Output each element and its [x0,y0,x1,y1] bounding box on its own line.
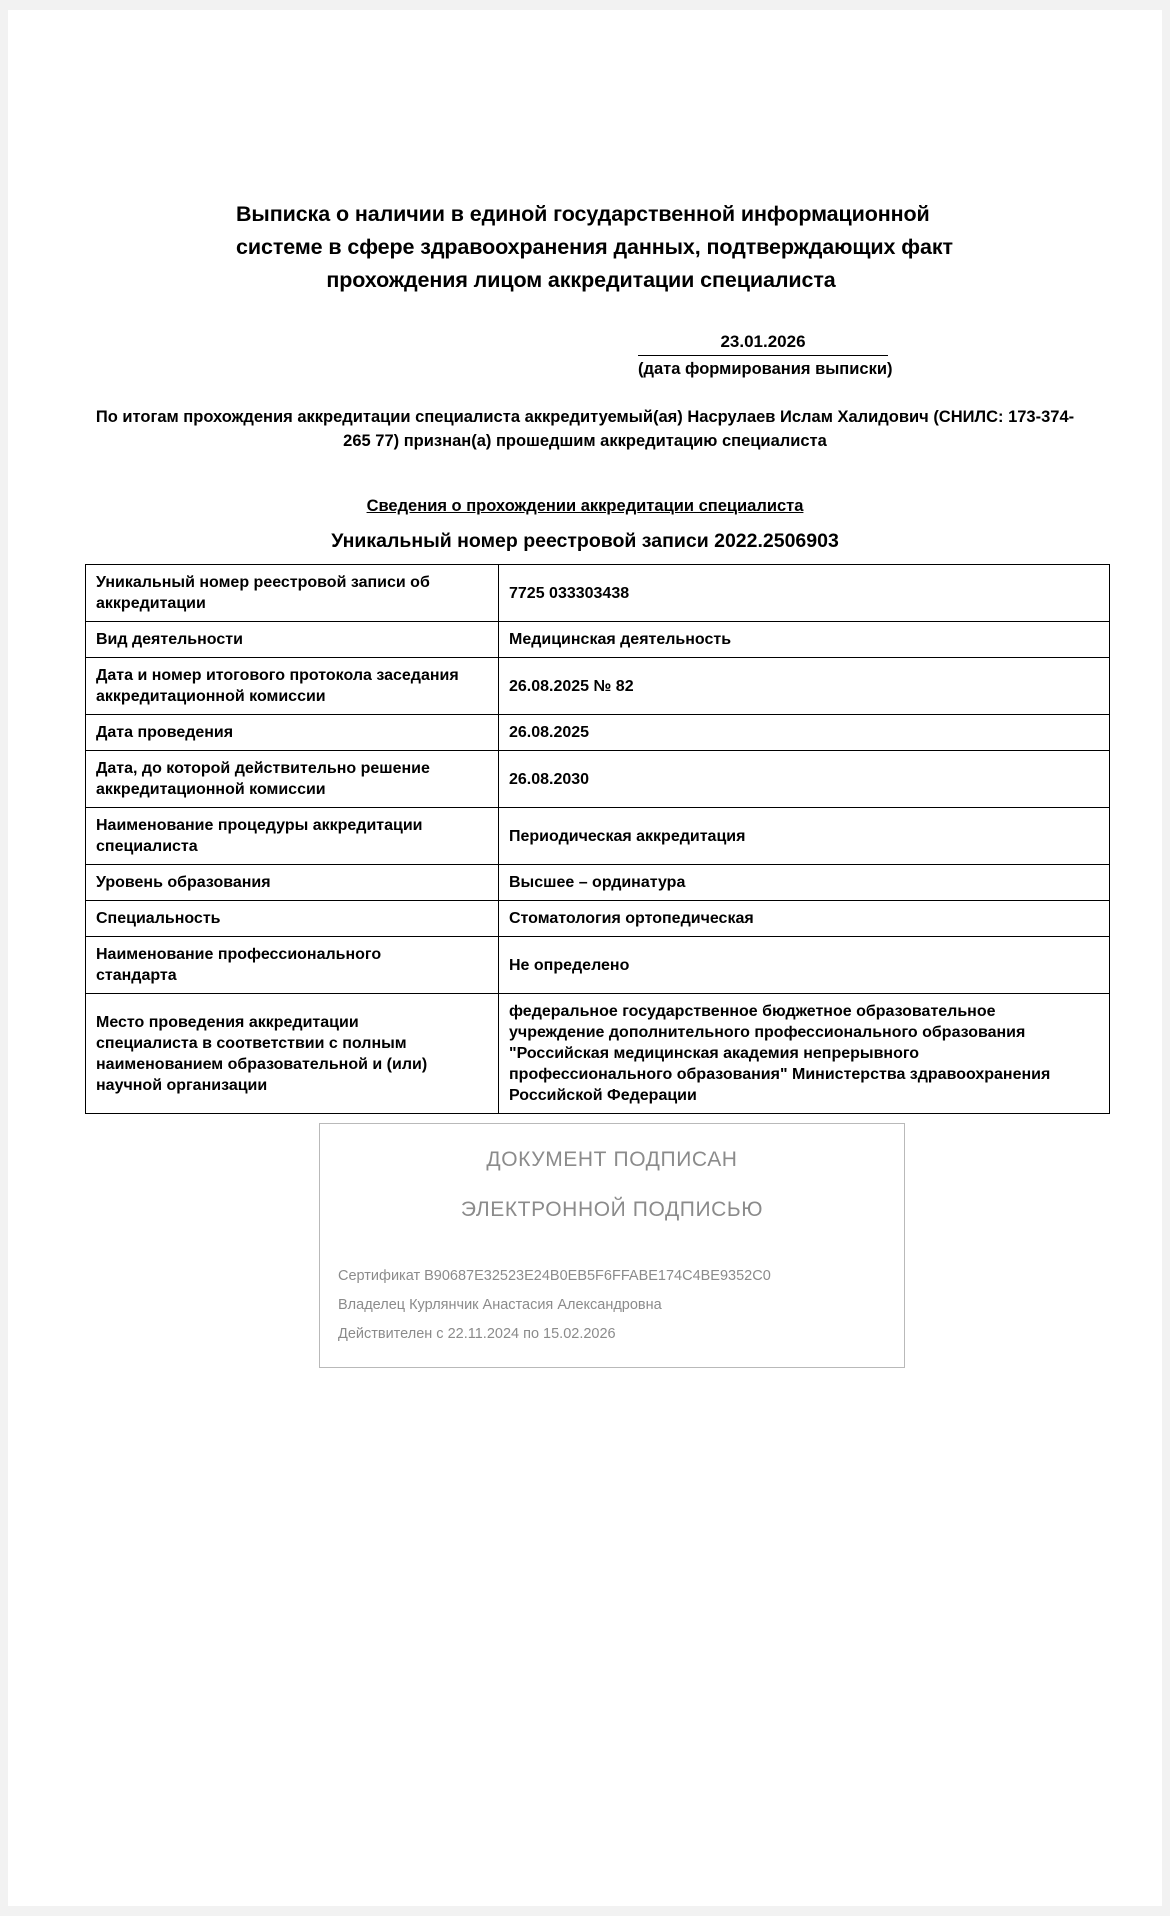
table-cell-value [499,901,1110,937]
table-cell-value [499,865,1110,901]
label-line: Вид деятельности [96,631,243,648]
label-line: специалиста [96,838,198,855]
esign-title-line-1: ДОКУМЕНТ ПОДПИСАН [486,1148,738,1171]
label-line: Дата и номер итогового протокола заседания [96,667,459,684]
table-cell-label [86,808,499,865]
label-line: аккредитационной комиссии [96,688,326,705]
table-cell-label [86,937,499,994]
value-line: Российской Федерации [509,1087,697,1104]
label-line: Специальность [96,910,221,927]
table-cell-label [86,865,499,901]
label-line: аккредитации [96,595,206,612]
value-line: учреждение дополнительного профессионального образования [509,1024,1026,1041]
accreditation-table-body [86,565,1110,1114]
page-edge-bottom [0,1906,1170,1916]
table-row [86,565,1110,622]
value-line: Высшее – ординатура [509,874,686,891]
label-line: научной организации [96,1076,268,1094]
issue-date-caption: (дата формирования выписки) [638,360,893,378]
table-cell-value [499,622,1110,658]
registry-number-line: Уникальный номер реестровой записи 2022.2506903 [331,530,839,552]
table-row [86,658,1110,715]
page-title-line-3: прохождения лицом аккредитации специалиста [326,268,836,292]
table-cell-label [86,715,499,751]
value-line: федеральное государственное бюджетное образовательное [509,1003,996,1020]
value-line: профессионального образования" Министерства здравоохранения [509,1066,1051,1083]
page-edge-left [0,0,8,1916]
esign-certificate: Сертификат B90687E32523E24B0EB5F6FFABE174C4BE9352C0 [338,1268,771,1284]
table-cell-label [86,901,499,937]
table-row [86,937,1110,994]
table-cell-value [499,937,1110,994]
table-row [86,808,1110,865]
esign-title-line-2: ЭЛЕКТРОННОЙ ПОДПИСЬЮ [460,1198,764,1221]
label-line: Наименование профессионального [96,946,382,963]
value-line: 26.08.2030 [509,770,590,788]
value-line: 7725 033303438 [509,584,630,602]
section-heading: Сведения о прохождении аккредитации специалиста [366,497,804,515]
issue-date-block [638,332,893,380]
table-cell-label [86,565,499,622]
value-line: Периодическая аккредитация [509,827,746,845]
label-line: стандарта [96,967,177,984]
page-title-line-1: Выписка о наличии в единой государственной информационной [236,202,930,226]
issue-date-value: 23.01.2026 [720,332,806,351]
table-row [86,751,1110,808]
table-row [86,865,1110,901]
esign-owner: Владелец Курлянчик Анастасия Александровна [338,1297,662,1313]
label-line: Наименование процедуры аккредитации [96,817,423,834]
label-line: Уровень образования [96,874,271,891]
label-line: Дата проведения [96,724,234,741]
table-row [86,715,1110,751]
page-edge-right [1162,0,1170,1916]
value-line: "Российская медицинская академия непрерывного [509,1045,920,1062]
table-cell-label [86,658,499,715]
table-row [86,622,1110,658]
label-line: специалиста в соответствии с полным [96,1034,407,1052]
esign-validity: Действителен с 22.11.2024 по 15.02.2026 [338,1326,616,1342]
value-line: Не определено [509,956,630,974]
value-line: Стоматология ортопедическая [509,910,754,927]
table-row [86,901,1110,937]
table-cell-value [499,565,1110,622]
intro-paragraph [80,405,1090,453]
value-line: 26.08.2025 № 82 [509,677,634,695]
table-cell-value [499,715,1110,751]
document-sheet [8,10,1162,1906]
label-line: наименованием образовательной и (или) [96,1055,428,1073]
label-line: Уникальный номер реестровой записи об [96,574,430,591]
label-line: Место проведения аккредитации [96,1013,359,1031]
label-line: аккредитационной комиссии [96,781,326,798]
page-title-line-2: системе в сфере здравоохранения данных, подтверждающих факт [236,235,953,259]
accreditation-table [85,564,1110,1114]
table-cell-value [499,751,1110,808]
table-row [86,994,1110,1114]
table-cell-value [499,658,1110,715]
intro-line-2: 265 77) признан(а) прошедшим аккредитацию специалиста [343,432,827,450]
page-title [236,198,953,297]
table-cell-label [86,751,499,808]
table-cell-value [499,808,1110,865]
value-line: 26.08.2025 [509,724,590,741]
table-cell-label [86,622,499,658]
table-cell-label [86,994,499,1114]
label-line: Дата, до которой действительно решение [96,760,430,777]
table-cell-value [499,994,1110,1114]
value-line: Медицинская деятельность [509,631,732,648]
page-edge-top [0,0,1170,10]
electronic-signature-stamp [319,1123,905,1368]
esign-details [320,1262,904,1349]
intro-line-1: По итогам прохождения аккредитации специалиста аккредитуемый(ая) Насрулаев Ислам Халидович (СНИЛС: 173-374- [95,408,1075,426]
